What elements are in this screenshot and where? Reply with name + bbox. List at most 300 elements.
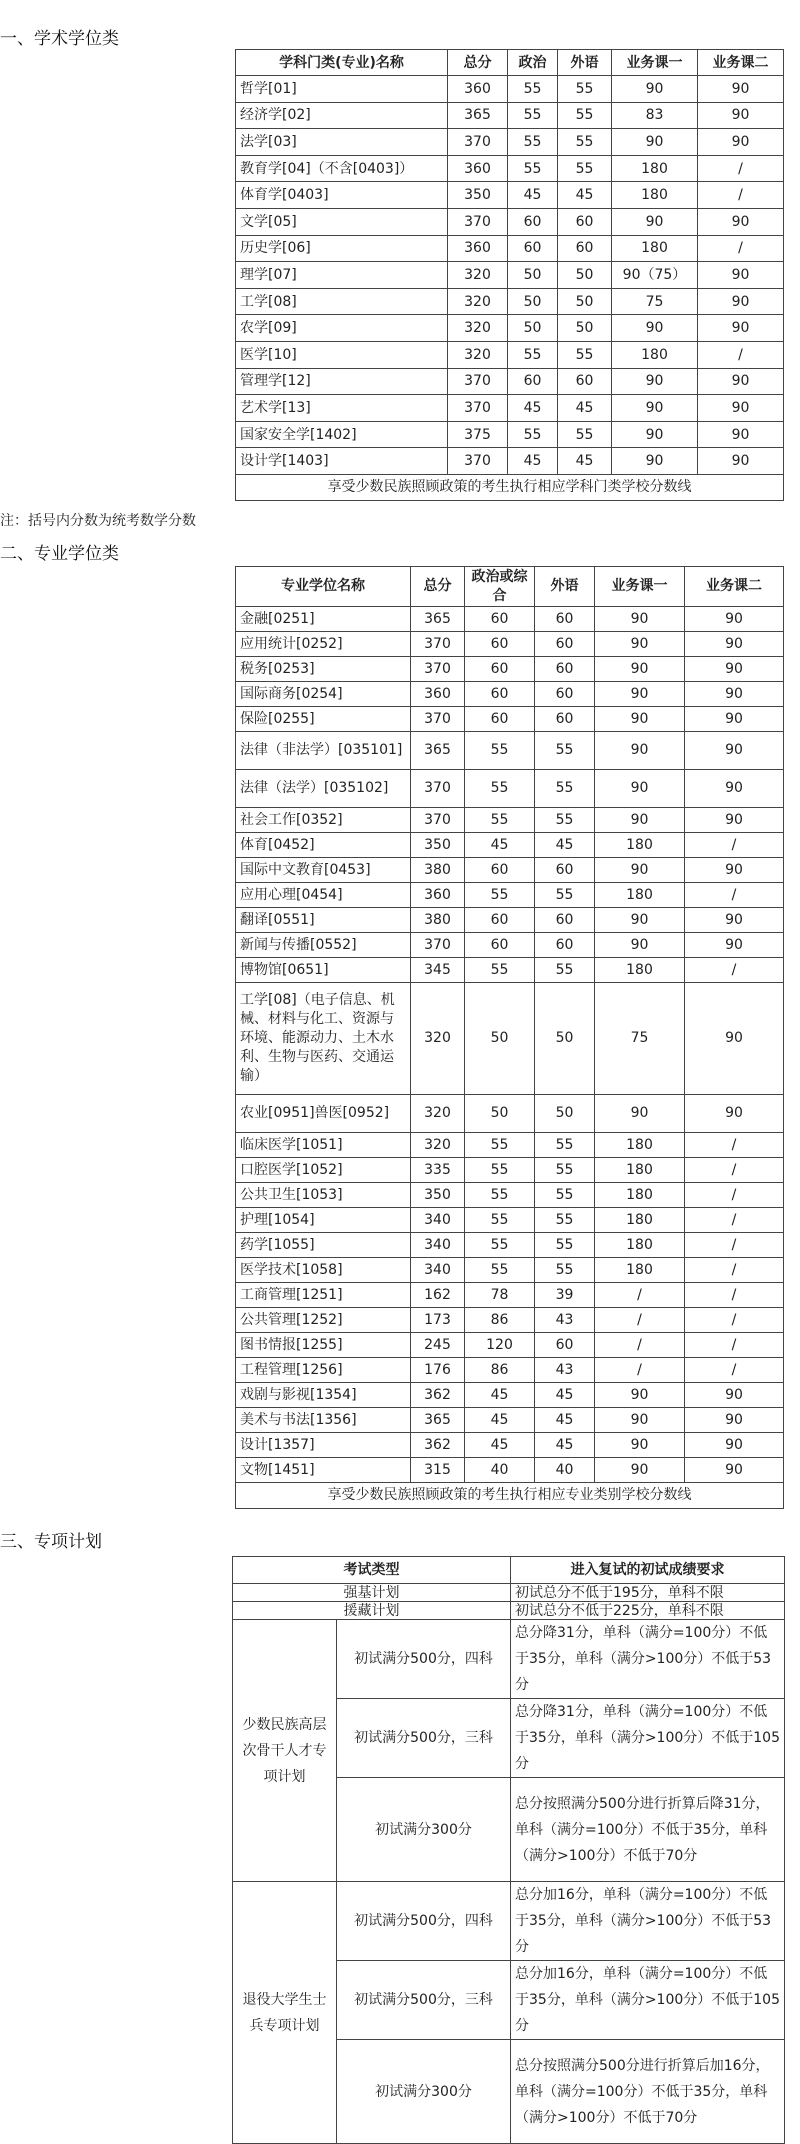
score-cell: 362: [411, 1433, 465, 1458]
row-name-cell: 文物[1451]: [236, 1458, 411, 1483]
score-cell: 55: [535, 1183, 595, 1208]
table-footer-row: [236, 1483, 784, 1509]
score-cell: 370: [411, 657, 465, 682]
plan-type-cell: 强基计划: [233, 1584, 511, 1602]
score-cell: 90: [595, 908, 685, 933]
row-name-cell: 税务[0253]: [236, 657, 411, 682]
row-name-cell: 应用统计[0252]: [236, 632, 411, 657]
score-cell: 365: [448, 102, 508, 129]
score-cell: 90: [685, 607, 784, 632]
score-cell: 90: [698, 129, 784, 156]
section1-heading: 一、学术学位类: [0, 29, 119, 49]
row-name-cell: 医学[10]: [236, 341, 448, 368]
table-row: [236, 208, 784, 235]
score-cell: 90: [685, 933, 784, 958]
row-name-cell: 口腔医学[1052]: [236, 1158, 411, 1183]
score-cell: /: [685, 1133, 784, 1158]
section1-note: 注：括号内分数为统考数学分数: [0, 513, 196, 529]
score-cell: 370: [411, 707, 465, 732]
row-name-cell: 管理学[12]: [236, 368, 448, 395]
score-cell: 55: [465, 732, 535, 770]
score-cell: 55: [465, 1158, 535, 1183]
score-cell: 60: [535, 933, 595, 958]
score-cell: 55: [558, 341, 612, 368]
minority-plan-label: 少数民族高层次骨干人才专项计划: [233, 1620, 337, 1882]
score-cell: 90: [595, 1433, 685, 1458]
exam-type-cell: 初试满分500分，四科: [337, 1882, 511, 1961]
footer-note: 享受少数民族照顾政策的考生执行相应学科门类学校分数线: [236, 474, 784, 500]
score-cell: 50: [558, 262, 612, 289]
score-cell: 55: [508, 341, 558, 368]
score-cell: 362: [411, 1383, 465, 1408]
score-cell: /: [685, 1258, 784, 1283]
row-name-cell: 法律（非法学）[035101]: [236, 732, 411, 770]
score-cell: 55: [535, 1158, 595, 1183]
score-cell: /: [685, 883, 784, 908]
score-cell: 365: [411, 607, 465, 632]
row-name-cell: 工学[08]（电子信息、机械、材料与化工、资源与环境、能源动力、土木水利、生物与医药、交通运输）: [236, 983, 411, 1095]
row-name-cell: 教育学[04]（不含[0403]）: [236, 155, 448, 182]
score-cell: 320: [448, 315, 508, 342]
score-cell: 180: [595, 883, 685, 908]
row-name-cell: 经济学[02]: [236, 102, 448, 129]
exam-type-cell: 初试满分300分: [337, 1778, 511, 1882]
table-row: [236, 833, 784, 858]
score-cell: 90: [595, 682, 685, 707]
score-cell: 60: [465, 657, 535, 682]
score-cell: 180: [595, 1183, 685, 1208]
score-cell: 55: [535, 1258, 595, 1283]
score-cell: 60: [535, 657, 595, 682]
row-name-cell: 药学[1055]: [236, 1233, 411, 1258]
row-name-cell: 公共管理[1252]: [236, 1308, 411, 1333]
requirement-cell: 总分加16分，单科（满分=100分）不低于35分，单科（满分>100分）不低于53分: [511, 1882, 785, 1961]
score-cell: 55: [508, 102, 558, 129]
score-cell: 320: [448, 341, 508, 368]
score-cell: 60: [535, 632, 595, 657]
score-cell: 60: [465, 858, 535, 883]
score-cell: /: [595, 1283, 685, 1308]
column-header: 学科门类(专业)名称: [236, 50, 448, 76]
row-name-cell: 护理[1054]: [236, 1208, 411, 1233]
score-cell: 90: [595, 858, 685, 883]
score-cell: 90: [698, 102, 784, 129]
score-cell: 320: [411, 983, 465, 1095]
table-row: [236, 1233, 784, 1258]
score-cell: 55: [535, 958, 595, 983]
score-cell: 45: [465, 1433, 535, 1458]
score-cell: 45: [535, 833, 595, 858]
table-row: [236, 732, 784, 770]
table-row: [236, 421, 784, 448]
score-cell: 90: [595, 1408, 685, 1433]
column-header: 总分: [411, 567, 465, 607]
score-cell: 45: [535, 1383, 595, 1408]
column-header: 专业学位名称: [236, 567, 411, 607]
professional-degree-table: [235, 566, 784, 1509]
score-cell: 340: [411, 1258, 465, 1283]
row-name-cell: 图书情报[1255]: [236, 1333, 411, 1358]
score-cell: 320: [448, 288, 508, 315]
column-header: 政治: [508, 50, 558, 76]
score-cell: 90: [612, 76, 698, 103]
score-cell: 50: [535, 1095, 595, 1133]
score-cell: 90: [685, 1408, 784, 1433]
column-header: 考试类型: [233, 1557, 511, 1584]
score-cell: 350: [411, 833, 465, 858]
score-cell: 45: [508, 448, 558, 475]
table-row: [236, 1158, 784, 1183]
table-row: [236, 182, 784, 209]
score-cell: /: [595, 1308, 685, 1333]
score-cell: /: [685, 1333, 784, 1358]
row-name-cell: 工学[08]: [236, 288, 448, 315]
table-row: [236, 1308, 784, 1333]
requirement-cell: 总分按照满分500分进行折算后加16分，单科（满分=100分）不低于35分，单科（满分>100分）不低于70分: [511, 2040, 785, 2144]
score-cell: 335: [411, 1158, 465, 1183]
requirement-cell: 总分降31分，单科（满分=100分）不低于35分，单科（满分>100分）不低于105分: [511, 1699, 785, 1778]
score-cell: /: [698, 235, 784, 262]
table-row: [236, 76, 784, 103]
score-cell: 45: [508, 182, 558, 209]
score-cell: 50: [508, 262, 558, 289]
score-cell: 380: [411, 908, 465, 933]
score-cell: 55: [465, 1233, 535, 1258]
score-cell: 60: [508, 368, 558, 395]
score-cell: 90: [698, 208, 784, 235]
score-cell: 90: [595, 1095, 685, 1133]
score-cell: 90: [595, 933, 685, 958]
score-cell: 90: [685, 808, 784, 833]
table-row: [233, 1620, 785, 1699]
score-cell: 90: [685, 1433, 784, 1458]
score-cell: 83: [612, 102, 698, 129]
score-cell: 90: [698, 315, 784, 342]
table-row: [236, 1183, 784, 1208]
score-cell: 180: [612, 235, 698, 262]
score-cell: 90: [595, 1458, 685, 1483]
score-cell: 55: [508, 155, 558, 182]
score-cell: 90: [685, 1383, 784, 1408]
score-cell: 45: [535, 1433, 595, 1458]
score-cell: 55: [558, 155, 612, 182]
score-cell: 90: [685, 983, 784, 1095]
score-cell: 60: [535, 707, 595, 732]
score-cell: /: [685, 1183, 784, 1208]
score-cell: 90: [698, 288, 784, 315]
table-footer-row: [236, 474, 784, 500]
score-cell: /: [698, 341, 784, 368]
score-cell: 90: [698, 262, 784, 289]
score-cell: 55: [535, 883, 595, 908]
row-name-cell: 体育学[0403]: [236, 182, 448, 209]
score-cell: 55: [465, 1183, 535, 1208]
score-cell: 162: [411, 1283, 465, 1308]
score-cell: 90: [685, 1458, 784, 1483]
table-row: [236, 155, 784, 182]
score-cell: 370: [448, 129, 508, 156]
score-cell: 55: [558, 102, 612, 129]
row-name-cell: 博物馆[0651]: [236, 958, 411, 983]
score-cell: 78: [465, 1283, 535, 1308]
score-cell: 360: [448, 76, 508, 103]
requirement-cell: 总分加16分，单科（满分=100分）不低于35分，单科（满分>100分）不低于105分: [511, 1961, 785, 2040]
score-cell: 55: [535, 808, 595, 833]
score-cell: 50: [508, 315, 558, 342]
table-row: [236, 682, 784, 707]
score-cell: 90: [595, 657, 685, 682]
table-row: [236, 632, 784, 657]
score-cell: 50: [558, 288, 612, 315]
score-cell: /: [685, 1308, 784, 1333]
score-cell: 90: [595, 607, 685, 632]
table-row: [236, 1458, 784, 1483]
footer-note: 享受少数民族照顾政策的考生执行相应专业类别学校分数线: [236, 1483, 784, 1509]
table-row: [236, 448, 784, 475]
table-row: [236, 657, 784, 682]
column-header: 总分: [448, 50, 508, 76]
score-cell: 90: [595, 1383, 685, 1408]
score-cell: 50: [465, 983, 535, 1095]
score-cell: /: [685, 1158, 784, 1183]
score-cell: 90: [685, 858, 784, 883]
plan-requirement-cell: 初试总分不低于195分，单科不限: [511, 1584, 785, 1602]
score-cell: 60: [535, 858, 595, 883]
score-cell: 55: [508, 421, 558, 448]
score-cell: 370: [448, 448, 508, 475]
score-cell: 90: [612, 448, 698, 475]
row-name-cell: 国际商务[0254]: [236, 682, 411, 707]
score-cell: 60: [465, 908, 535, 933]
row-name-cell: 戏剧与影视[1354]: [236, 1383, 411, 1408]
score-cell: 315: [411, 1458, 465, 1483]
requirement-cell: 总分降31分，单科（满分=100分）不低于35分，单科（满分>100分）不低于53分: [511, 1620, 785, 1699]
score-cell: 345: [411, 958, 465, 983]
table-row: [236, 262, 784, 289]
score-cell: 180: [595, 1208, 685, 1233]
score-cell: 55: [558, 421, 612, 448]
table-row: [236, 770, 784, 808]
score-cell: 90: [612, 129, 698, 156]
table-row: [236, 1408, 784, 1433]
score-cell: 370: [411, 808, 465, 833]
row-name-cell: 设计[1357]: [236, 1433, 411, 1458]
table-row: [236, 1208, 784, 1233]
score-cell: 90: [685, 1095, 784, 1133]
score-cell: 45: [465, 833, 535, 858]
row-name-cell: 临床医学[1051]: [236, 1133, 411, 1158]
score-cell: 180: [612, 182, 698, 209]
score-cell: 55: [465, 1258, 535, 1283]
score-cell: 86: [465, 1358, 535, 1383]
score-cell: 90: [698, 448, 784, 475]
score-cell: 360: [411, 682, 465, 707]
table-row: [236, 341, 784, 368]
score-cell: 45: [558, 395, 612, 422]
score-cell: 90: [612, 395, 698, 422]
table-row: [236, 1095, 784, 1133]
score-cell: 55: [535, 1133, 595, 1158]
score-cell: /: [685, 1208, 784, 1233]
row-name-cell: 理学[07]: [236, 262, 448, 289]
exam-type-cell: 初试满分500分，四科: [337, 1620, 511, 1699]
score-cell: 40: [535, 1458, 595, 1483]
table-row: [236, 958, 784, 983]
score-cell: 90: [685, 707, 784, 732]
score-cell: 45: [558, 182, 612, 209]
score-cell: 55: [465, 1208, 535, 1233]
score-cell: /: [698, 155, 784, 182]
row-name-cell: 哲学[01]: [236, 76, 448, 103]
score-cell: 245: [411, 1333, 465, 1358]
score-cell: 90: [698, 395, 784, 422]
table-row: [236, 607, 784, 632]
table-row: [236, 102, 784, 129]
score-cell: 55: [535, 1208, 595, 1233]
score-cell: 55: [535, 770, 595, 808]
table-row: [236, 1383, 784, 1408]
score-cell: 90: [612, 368, 698, 395]
score-cell: 90: [595, 808, 685, 833]
score-cell: 60: [535, 908, 595, 933]
table-row: [236, 395, 784, 422]
score-cell: 360: [448, 235, 508, 262]
score-cell: 90: [612, 315, 698, 342]
row-name-cell: 法律（法学）[035102]: [236, 770, 411, 808]
row-name-cell: 公共卫生[1053]: [236, 1183, 411, 1208]
score-cell: 90: [685, 770, 784, 808]
score-cell: 86: [465, 1308, 535, 1333]
score-cell: 350: [411, 1183, 465, 1208]
score-cell: 60: [535, 1333, 595, 1358]
column-header: 业务课一: [612, 50, 698, 76]
score-cell: 55: [535, 1233, 595, 1258]
table-row: [236, 808, 784, 833]
special-plan-table: [232, 1556, 785, 2144]
table-row: [236, 933, 784, 958]
score-cell: 55: [558, 129, 612, 156]
score-cell: 370: [411, 770, 465, 808]
score-cell: 90: [698, 76, 784, 103]
score-cell: 90（75）: [612, 262, 698, 289]
row-name-cell: 文学[05]: [236, 208, 448, 235]
row-name-cell: 国际中文教育[0453]: [236, 858, 411, 883]
score-cell: 55: [465, 958, 535, 983]
score-cell: 50: [535, 983, 595, 1095]
table-row: [236, 288, 784, 315]
score-cell: /: [685, 1233, 784, 1258]
score-cell: 180: [595, 1258, 685, 1283]
score-cell: 180: [595, 1233, 685, 1258]
score-cell: 90: [612, 208, 698, 235]
row-name-cell: 保险[0255]: [236, 707, 411, 732]
score-cell: 180: [612, 341, 698, 368]
table-row: [236, 983, 784, 1095]
score-cell: 90: [595, 732, 685, 770]
row-name-cell: 国家安全学[1402]: [236, 421, 448, 448]
score-cell: 60: [535, 682, 595, 707]
score-cell: 39: [535, 1283, 595, 1308]
score-cell: 55: [535, 732, 595, 770]
score-cell: 370: [448, 395, 508, 422]
column-header: 业务课二: [685, 567, 784, 607]
table-row: [236, 883, 784, 908]
table-row: [236, 707, 784, 732]
table-row: [236, 1133, 784, 1158]
score-cell: 40: [465, 1458, 535, 1483]
section3-heading: 三、专项计划: [0, 1532, 102, 1552]
score-cell: 90: [612, 421, 698, 448]
section2-heading: 二、专业学位类: [0, 544, 119, 564]
row-name-cell: 翻译[0551]: [236, 908, 411, 933]
score-cell: /: [685, 833, 784, 858]
score-cell: 90: [698, 368, 784, 395]
table-row: [236, 858, 784, 883]
row-name-cell: 体育[0452]: [236, 833, 411, 858]
score-cell: /: [595, 1333, 685, 1358]
score-cell: 180: [595, 833, 685, 858]
score-cell: 90: [595, 770, 685, 808]
academic-degree-table: [235, 49, 784, 501]
score-cell: 50: [558, 315, 612, 342]
score-cell: 320: [448, 262, 508, 289]
score-cell: 370: [448, 368, 508, 395]
row-name-cell: 设计学[1403]: [236, 448, 448, 475]
score-cell: 370: [411, 632, 465, 657]
score-cell: 55: [465, 808, 535, 833]
table-row: [236, 1333, 784, 1358]
score-cell: 45: [465, 1408, 535, 1433]
score-cell: 370: [411, 933, 465, 958]
score-cell: 60: [508, 235, 558, 262]
score-cell: 45: [558, 448, 612, 475]
score-cell: 360: [411, 883, 465, 908]
column-header: 政治或综合: [465, 567, 535, 607]
score-cell: 365: [411, 732, 465, 770]
score-cell: 180: [595, 958, 685, 983]
score-cell: 60: [558, 368, 612, 395]
score-cell: 180: [595, 1158, 685, 1183]
exam-type-cell: 初试满分500分，三科: [337, 1961, 511, 2040]
score-cell: 45: [535, 1408, 595, 1433]
column-header: 外语: [535, 567, 595, 607]
score-cell: 55: [558, 76, 612, 103]
row-name-cell: 农业[0951]兽医[0952]: [236, 1095, 411, 1133]
score-cell: 43: [535, 1308, 595, 1333]
row-name-cell: 农学[09]: [236, 315, 448, 342]
exam-type-cell: 初试满分300分: [337, 2040, 511, 2144]
score-cell: 173: [411, 1308, 465, 1333]
row-name-cell: 金融[0251]: [236, 607, 411, 632]
score-cell: 90: [685, 632, 784, 657]
score-cell: 60: [508, 208, 558, 235]
score-cell: 60: [558, 208, 612, 235]
score-cell: /: [685, 1283, 784, 1308]
row-name-cell: 艺术学[13]: [236, 395, 448, 422]
row-name-cell: 历史学[06]: [236, 235, 448, 262]
score-cell: 360: [448, 155, 508, 182]
score-cell: 60: [465, 632, 535, 657]
score-cell: 55: [465, 770, 535, 808]
score-cell: 176: [411, 1358, 465, 1383]
score-cell: 43: [535, 1358, 595, 1383]
requirement-cell: 总分按照满分500分进行折算后降31分，单科（满分=100分）不低于35分，单科（满分>100分）不低于70分: [511, 1778, 785, 1882]
score-cell: 320: [411, 1133, 465, 1158]
score-cell: 50: [465, 1095, 535, 1133]
table-row: [236, 1358, 784, 1383]
score-cell: 375: [448, 421, 508, 448]
row-name-cell: 法学[03]: [236, 129, 448, 156]
